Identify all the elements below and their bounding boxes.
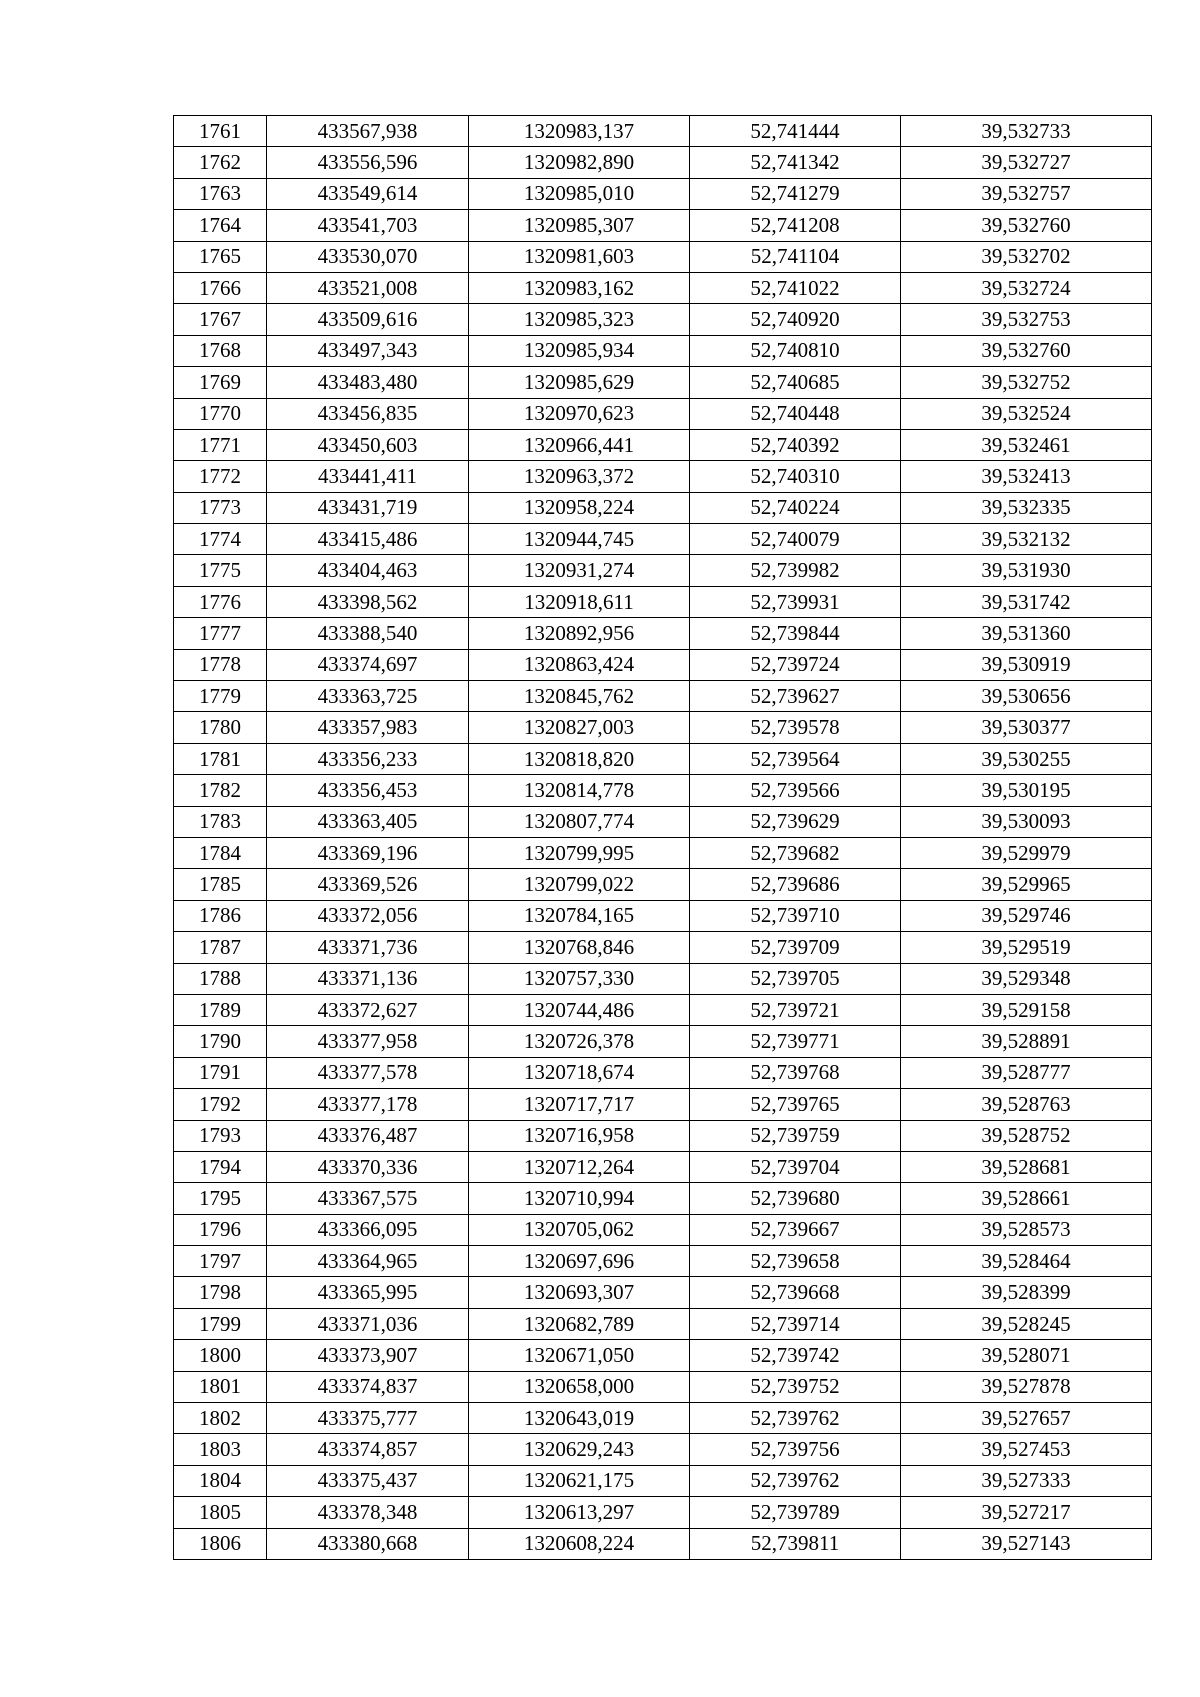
x-coordinate-cell: 433371,736 <box>267 932 469 963</box>
longitude-cell: 39,532760 <box>901 335 1152 366</box>
x-coordinate-cell: 433567,938 <box>267 116 469 147</box>
longitude-cell: 39,528071 <box>901 1340 1152 1371</box>
x-coordinate-cell: 433441,411 <box>267 461 469 492</box>
x-coordinate-cell: 433372,056 <box>267 900 469 931</box>
x-coordinate-cell: 433483,480 <box>267 367 469 398</box>
x-coordinate-cell: 433364,965 <box>267 1246 469 1277</box>
point-number-cell: 1788 <box>174 963 267 994</box>
latitude-cell: 52,739742 <box>690 1340 901 1371</box>
x-coordinate-cell: 433371,136 <box>267 963 469 994</box>
table-row <box>174 775 1152 806</box>
point-number-cell: 1791 <box>174 1057 267 1088</box>
point-number-cell: 1773 <box>174 492 267 523</box>
table-row <box>174 1371 1152 1402</box>
y-coordinate-cell: 1320613,297 <box>469 1497 690 1528</box>
y-coordinate-cell: 1320768,846 <box>469 932 690 963</box>
x-coordinate-cell: 433530,070 <box>267 241 469 272</box>
longitude-cell: 39,527657 <box>901 1403 1152 1434</box>
y-coordinate-cell: 1320818,820 <box>469 743 690 774</box>
point-number-cell: 1784 <box>174 837 267 868</box>
x-coordinate-cell: 433363,405 <box>267 806 469 837</box>
table-row <box>174 1434 1152 1465</box>
latitude-cell: 52,739771 <box>690 1026 901 1057</box>
latitude-cell: 52,739765 <box>690 1089 901 1120</box>
table-row <box>174 1246 1152 1277</box>
y-coordinate-cell: 1320621,175 <box>469 1465 690 1496</box>
x-coordinate-cell: 433456,835 <box>267 398 469 429</box>
longitude-cell: 39,529519 <box>901 932 1152 963</box>
table-row <box>174 1277 1152 1308</box>
longitude-cell: 39,528573 <box>901 1214 1152 1245</box>
table-row <box>174 994 1152 1025</box>
table-row <box>174 1120 1152 1151</box>
latitude-cell: 52,740810 <box>690 335 901 366</box>
x-coordinate-cell: 433356,233 <box>267 743 469 774</box>
y-coordinate-cell: 1320757,330 <box>469 963 690 994</box>
y-coordinate-cell: 1320931,274 <box>469 555 690 586</box>
latitude-cell: 52,739667 <box>690 1214 901 1245</box>
latitude-cell: 52,740448 <box>690 398 901 429</box>
longitude-cell: 39,528763 <box>901 1089 1152 1120</box>
latitude-cell: 52,739668 <box>690 1277 901 1308</box>
latitude-cell: 52,741208 <box>690 210 901 241</box>
point-number-cell: 1785 <box>174 869 267 900</box>
latitude-cell: 52,739578 <box>690 712 901 743</box>
y-coordinate-cell: 1320643,019 <box>469 1403 690 1434</box>
point-number-cell: 1806 <box>174 1528 267 1559</box>
table-row <box>174 241 1152 272</box>
y-coordinate-cell: 1320918,611 <box>469 586 690 617</box>
table-row <box>174 210 1152 241</box>
table-row <box>174 304 1152 335</box>
x-coordinate-cell: 433378,348 <box>267 1497 469 1528</box>
longitude-cell: 39,528891 <box>901 1026 1152 1057</box>
point-number-cell: 1795 <box>174 1183 267 1214</box>
longitude-cell: 39,531360 <box>901 618 1152 649</box>
point-number-cell: 1779 <box>174 681 267 712</box>
longitude-cell: 39,529348 <box>901 963 1152 994</box>
longitude-cell: 39,527878 <box>901 1371 1152 1402</box>
point-number-cell: 1792 <box>174 1089 267 1120</box>
y-coordinate-cell: 1320784,165 <box>469 900 690 931</box>
longitude-cell: 39,529158 <box>901 994 1152 1025</box>
point-number-cell: 1776 <box>174 586 267 617</box>
y-coordinate-cell: 1320863,424 <box>469 649 690 680</box>
y-coordinate-cell: 1320712,264 <box>469 1151 690 1182</box>
longitude-cell: 39,530195 <box>901 775 1152 806</box>
x-coordinate-cell: 433556,596 <box>267 147 469 178</box>
longitude-cell: 39,532752 <box>901 367 1152 398</box>
x-coordinate-cell: 433366,095 <box>267 1214 469 1245</box>
table-row <box>174 649 1152 680</box>
y-coordinate-cell: 1320944,745 <box>469 524 690 555</box>
y-coordinate-cell: 1320963,372 <box>469 461 690 492</box>
point-number-cell: 1801 <box>174 1371 267 1402</box>
x-coordinate-cell: 433357,983 <box>267 712 469 743</box>
latitude-cell: 52,739844 <box>690 618 901 649</box>
latitude-cell: 52,739658 <box>690 1246 901 1277</box>
table-row <box>174 963 1152 994</box>
y-coordinate-cell: 1320807,774 <box>469 806 690 837</box>
latitude-cell: 52,740392 <box>690 429 901 460</box>
point-number-cell: 1804 <box>174 1465 267 1496</box>
longitude-cell: 39,532524 <box>901 398 1152 429</box>
y-coordinate-cell: 1320985,010 <box>469 178 690 209</box>
longitude-cell: 39,531742 <box>901 586 1152 617</box>
y-coordinate-cell: 1320682,789 <box>469 1308 690 1339</box>
latitude-cell: 52,741444 <box>690 116 901 147</box>
x-coordinate-cell: 433377,178 <box>267 1089 469 1120</box>
y-coordinate-cell: 1320629,243 <box>469 1434 690 1465</box>
latitude-cell: 52,739682 <box>690 837 901 868</box>
x-coordinate-cell: 433356,453 <box>267 775 469 806</box>
table-row <box>174 398 1152 429</box>
table-row <box>174 618 1152 649</box>
point-number-cell: 1786 <box>174 900 267 931</box>
longitude-cell: 39,530255 <box>901 743 1152 774</box>
table-row <box>174 1151 1152 1182</box>
latitude-cell: 52,739982 <box>690 555 901 586</box>
x-coordinate-cell: 433541,703 <box>267 210 469 241</box>
y-coordinate-cell: 1320726,378 <box>469 1026 690 1057</box>
table-row <box>174 178 1152 209</box>
latitude-cell: 52,739762 <box>690 1403 901 1434</box>
y-coordinate-cell: 1320983,162 <box>469 272 690 303</box>
table-row <box>174 429 1152 460</box>
table-row <box>174 743 1152 774</box>
x-coordinate-cell: 433365,995 <box>267 1277 469 1308</box>
point-number-cell: 1781 <box>174 743 267 774</box>
latitude-cell: 52,739931 <box>690 586 901 617</box>
latitude-cell: 52,739724 <box>690 649 901 680</box>
longitude-cell: 39,530919 <box>901 649 1152 680</box>
latitude-cell: 52,739709 <box>690 932 901 963</box>
latitude-cell: 52,741104 <box>690 241 901 272</box>
longitude-cell: 39,531930 <box>901 555 1152 586</box>
table-row <box>174 932 1152 963</box>
y-coordinate-cell: 1320671,050 <box>469 1340 690 1371</box>
table-row <box>174 806 1152 837</box>
x-coordinate-cell: 433450,603 <box>267 429 469 460</box>
longitude-cell: 39,532702 <box>901 241 1152 272</box>
table-row <box>174 367 1152 398</box>
point-number-cell: 1772 <box>174 461 267 492</box>
longitude-cell: 39,529965 <box>901 869 1152 900</box>
table-row <box>174 900 1152 931</box>
table-row <box>174 272 1152 303</box>
longitude-cell: 39,528752 <box>901 1120 1152 1151</box>
latitude-cell: 52,741022 <box>690 272 901 303</box>
longitude-cell: 39,528245 <box>901 1308 1152 1339</box>
point-number-cell: 1761 <box>174 116 267 147</box>
point-number-cell: 1765 <box>174 241 267 272</box>
point-number-cell: 1775 <box>174 555 267 586</box>
table-row <box>174 116 1152 147</box>
table-row <box>174 869 1152 900</box>
point-number-cell: 1794 <box>174 1151 267 1182</box>
longitude-cell: 39,532733 <box>901 116 1152 147</box>
y-coordinate-cell: 1320985,629 <box>469 367 690 398</box>
table-row <box>174 1183 1152 1214</box>
latitude-cell: 52,739710 <box>690 900 901 931</box>
point-number-cell: 1799 <box>174 1308 267 1339</box>
x-coordinate-cell: 433404,463 <box>267 555 469 586</box>
latitude-cell: 52,739680 <box>690 1183 901 1214</box>
longitude-cell: 39,532727 <box>901 147 1152 178</box>
latitude-cell: 52,739564 <box>690 743 901 774</box>
latitude-cell: 52,741342 <box>690 147 901 178</box>
x-coordinate-cell: 433377,958 <box>267 1026 469 1057</box>
y-coordinate-cell: 1320982,890 <box>469 147 690 178</box>
y-coordinate-cell: 1320799,022 <box>469 869 690 900</box>
latitude-cell: 52,739627 <box>690 681 901 712</box>
point-number-cell: 1793 <box>174 1120 267 1151</box>
longitude-cell: 39,532132 <box>901 524 1152 555</box>
y-coordinate-cell: 1320608,224 <box>469 1528 690 1559</box>
y-coordinate-cell: 1320981,603 <box>469 241 690 272</box>
point-number-cell: 1762 <box>174 147 267 178</box>
x-coordinate-cell: 433369,526 <box>267 869 469 900</box>
longitude-cell: 39,532753 <box>901 304 1152 335</box>
point-number-cell: 1800 <box>174 1340 267 1371</box>
y-coordinate-cell: 1320697,696 <box>469 1246 690 1277</box>
table-row <box>174 1528 1152 1559</box>
longitude-cell: 39,530377 <box>901 712 1152 743</box>
y-coordinate-cell: 1320845,762 <box>469 681 690 712</box>
latitude-cell: 52,739762 <box>690 1465 901 1496</box>
table-row <box>174 1497 1152 1528</box>
x-coordinate-cell: 433369,196 <box>267 837 469 868</box>
longitude-cell: 39,532757 <box>901 178 1152 209</box>
latitude-cell: 52,740079 <box>690 524 901 555</box>
point-number-cell: 1797 <box>174 1246 267 1277</box>
latitude-cell: 52,739721 <box>690 994 901 1025</box>
y-coordinate-cell: 1320983,137 <box>469 116 690 147</box>
latitude-cell: 52,739704 <box>690 1151 901 1182</box>
point-number-cell: 1763 <box>174 178 267 209</box>
point-number-cell: 1790 <box>174 1026 267 1057</box>
latitude-cell: 52,739566 <box>690 775 901 806</box>
y-coordinate-cell: 1320799,995 <box>469 837 690 868</box>
table-row <box>174 1403 1152 1434</box>
table-row <box>174 1340 1152 1371</box>
table-row <box>174 524 1152 555</box>
y-coordinate-cell: 1320718,674 <box>469 1057 690 1088</box>
point-number-cell: 1777 <box>174 618 267 649</box>
point-number-cell: 1774 <box>174 524 267 555</box>
x-coordinate-cell: 433367,575 <box>267 1183 469 1214</box>
table-row <box>174 492 1152 523</box>
latitude-cell: 52,739759 <box>690 1120 901 1151</box>
point-number-cell: 1780 <box>174 712 267 743</box>
longitude-cell: 39,528681 <box>901 1151 1152 1182</box>
x-coordinate-cell: 433415,486 <box>267 524 469 555</box>
latitude-cell: 52,741279 <box>690 178 901 209</box>
table-row <box>174 1026 1152 1057</box>
x-coordinate-cell: 433374,697 <box>267 649 469 680</box>
x-coordinate-cell: 433380,668 <box>267 1528 469 1559</box>
longitude-cell: 39,532760 <box>901 210 1152 241</box>
longitude-cell: 39,528777 <box>901 1057 1152 1088</box>
table-row <box>174 1308 1152 1339</box>
longitude-cell: 39,528661 <box>901 1183 1152 1214</box>
x-coordinate-cell: 433363,725 <box>267 681 469 712</box>
x-coordinate-cell: 433398,562 <box>267 586 469 617</box>
y-coordinate-cell: 1320970,623 <box>469 398 690 429</box>
x-coordinate-cell: 433376,487 <box>267 1120 469 1151</box>
point-number-cell: 1796 <box>174 1214 267 1245</box>
x-coordinate-cell: 433374,837 <box>267 1371 469 1402</box>
point-number-cell: 1787 <box>174 932 267 963</box>
latitude-cell: 52,739811 <box>690 1528 901 1559</box>
y-coordinate-cell: 1320705,062 <box>469 1214 690 1245</box>
x-coordinate-cell: 433370,336 <box>267 1151 469 1182</box>
table-row <box>174 1089 1152 1120</box>
table-row <box>174 837 1152 868</box>
y-coordinate-cell: 1320985,934 <box>469 335 690 366</box>
x-coordinate-cell: 433497,343 <box>267 335 469 366</box>
x-coordinate-cell: 433388,540 <box>267 618 469 649</box>
point-number-cell: 1771 <box>174 429 267 460</box>
latitude-cell: 52,739686 <box>690 869 901 900</box>
longitude-cell: 39,527333 <box>901 1465 1152 1496</box>
y-coordinate-cell: 1320985,307 <box>469 210 690 241</box>
y-coordinate-cell: 1320958,224 <box>469 492 690 523</box>
y-coordinate-cell: 1320717,717 <box>469 1089 690 1120</box>
longitude-cell: 39,530656 <box>901 681 1152 712</box>
table-row <box>174 335 1152 366</box>
point-number-cell: 1766 <box>174 272 267 303</box>
latitude-cell: 52,739629 <box>690 806 901 837</box>
longitude-cell: 39,530093 <box>901 806 1152 837</box>
longitude-cell: 39,532461 <box>901 429 1152 460</box>
table-row <box>174 586 1152 617</box>
longitude-cell: 39,532413 <box>901 461 1152 492</box>
latitude-cell: 52,739752 <box>690 1371 901 1402</box>
y-coordinate-cell: 1320693,307 <box>469 1277 690 1308</box>
longitude-cell: 39,528464 <box>901 1246 1152 1277</box>
point-number-cell: 1802 <box>174 1403 267 1434</box>
coordinates-table-body <box>174 116 1152 1560</box>
y-coordinate-cell: 1320658,000 <box>469 1371 690 1402</box>
x-coordinate-cell: 433509,616 <box>267 304 469 335</box>
y-coordinate-cell: 1320716,958 <box>469 1120 690 1151</box>
latitude-cell: 52,740685 <box>690 367 901 398</box>
table-row <box>174 461 1152 492</box>
point-number-cell: 1769 <box>174 367 267 398</box>
table-row <box>174 1465 1152 1496</box>
point-number-cell: 1764 <box>174 210 267 241</box>
x-coordinate-cell: 433549,614 <box>267 178 469 209</box>
y-coordinate-cell: 1320985,323 <box>469 304 690 335</box>
table-row <box>174 555 1152 586</box>
y-coordinate-cell: 1320892,956 <box>469 618 690 649</box>
latitude-cell: 52,739789 <box>690 1497 901 1528</box>
longitude-cell: 39,529979 <box>901 837 1152 868</box>
y-coordinate-cell: 1320966,441 <box>469 429 690 460</box>
longitude-cell: 39,529746 <box>901 900 1152 931</box>
y-coordinate-cell: 1320744,486 <box>469 994 690 1025</box>
latitude-cell: 52,739714 <box>690 1308 901 1339</box>
longitude-cell: 39,527217 <box>901 1497 1152 1528</box>
x-coordinate-cell: 433521,008 <box>267 272 469 303</box>
x-coordinate-cell: 433371,036 <box>267 1308 469 1339</box>
y-coordinate-cell: 1320814,778 <box>469 775 690 806</box>
x-coordinate-cell: 433375,777 <box>267 1403 469 1434</box>
x-coordinate-cell: 433372,627 <box>267 994 469 1025</box>
point-number-cell: 1770 <box>174 398 267 429</box>
x-coordinate-cell: 433377,578 <box>267 1057 469 1088</box>
latitude-cell: 52,740920 <box>690 304 901 335</box>
y-coordinate-cell: 1320710,994 <box>469 1183 690 1214</box>
latitude-cell: 52,739756 <box>690 1434 901 1465</box>
table-row <box>174 1214 1152 1245</box>
point-number-cell: 1768 <box>174 335 267 366</box>
x-coordinate-cell: 433431,719 <box>267 492 469 523</box>
latitude-cell: 52,740310 <box>690 461 901 492</box>
table-row <box>174 681 1152 712</box>
table-row <box>174 147 1152 178</box>
latitude-cell: 52,740224 <box>690 492 901 523</box>
coordinates-table <box>173 115 1152 1560</box>
longitude-cell: 39,527143 <box>901 1528 1152 1559</box>
point-number-cell: 1783 <box>174 806 267 837</box>
point-number-cell: 1782 <box>174 775 267 806</box>
y-coordinate-cell: 1320827,003 <box>469 712 690 743</box>
point-number-cell: 1778 <box>174 649 267 680</box>
point-number-cell: 1803 <box>174 1434 267 1465</box>
x-coordinate-cell: 433375,437 <box>267 1465 469 1496</box>
longitude-cell: 39,528399 <box>901 1277 1152 1308</box>
longitude-cell: 39,532335 <box>901 492 1152 523</box>
x-coordinate-cell: 433373,907 <box>267 1340 469 1371</box>
point-number-cell: 1767 <box>174 304 267 335</box>
longitude-cell: 39,532724 <box>901 272 1152 303</box>
latitude-cell: 52,739705 <box>690 963 901 994</box>
point-number-cell: 1798 <box>174 1277 267 1308</box>
table-row <box>174 712 1152 743</box>
longitude-cell: 39,527453 <box>901 1434 1152 1465</box>
latitude-cell: 52,739768 <box>690 1057 901 1088</box>
point-number-cell: 1789 <box>174 994 267 1025</box>
table-row <box>174 1057 1152 1088</box>
x-coordinate-cell: 433374,857 <box>267 1434 469 1465</box>
point-number-cell: 1805 <box>174 1497 267 1528</box>
